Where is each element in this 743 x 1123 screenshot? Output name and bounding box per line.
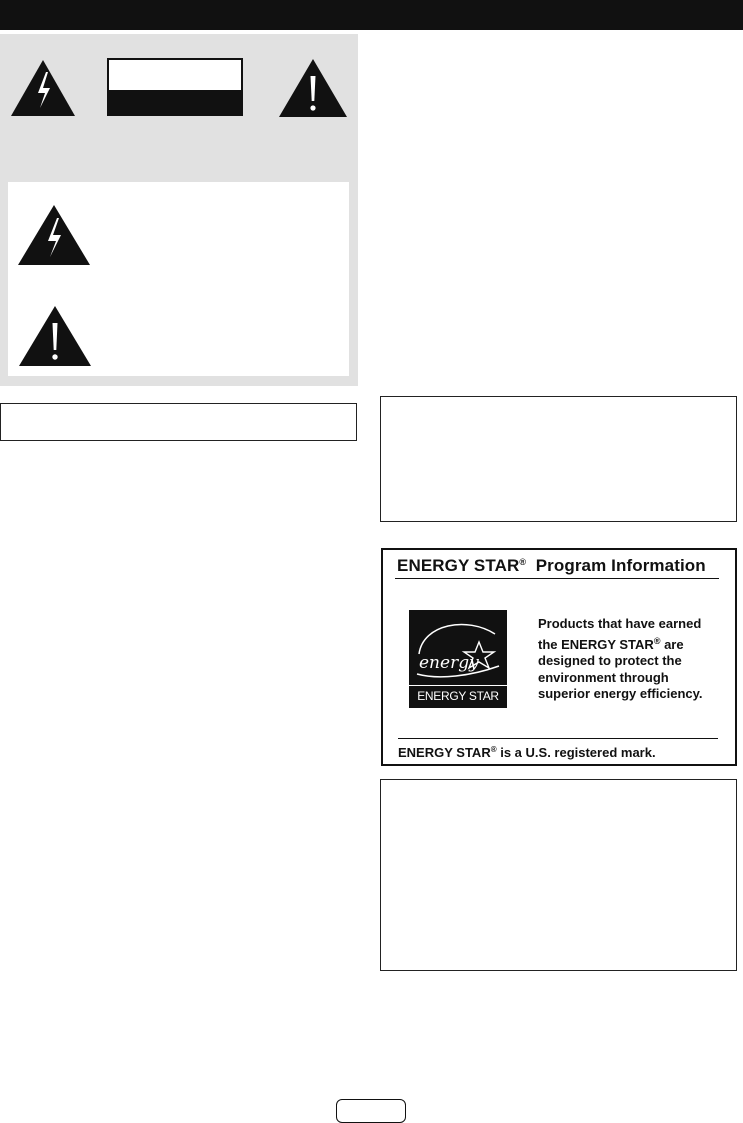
header-bar [0,0,743,30]
energy-star-title: ENERGY STAR® Program Information [397,556,706,575]
energy-star-program-box [381,548,737,766]
energy-script-text: energy [419,653,479,673]
page-number-tab [336,1099,406,1123]
footer-rule [398,738,718,739]
description-line: the ENERGY STAR® are [538,635,684,652]
lightning-bolt-triangle-icon [9,58,77,118]
description-line: Products that have earned [538,616,702,631]
energy-star-description [538,616,728,703]
energy-star-trademark-note: ENERGY STAR® is a U.S. registered mark. [398,745,656,760]
caution-label-box [107,58,243,116]
exclamation-triangle-icon [277,57,349,119]
energy-star-swoosh-icon [409,610,507,688]
exclamation-triangle-icon [17,304,93,368]
section-heading-box [0,403,357,441]
lightning-bolt-triangle-icon [16,203,92,267]
notice-box-lower [380,779,737,971]
notice-box [380,396,737,522]
caution-label-black-band [109,90,241,114]
energy-star-logo-label: ENERGY STAR [409,685,507,706]
energy-star-logo [409,610,507,708]
description-line: superior energy efficiency. [538,686,703,701]
description-line: designed to protect the [538,653,682,668]
title-underline [395,578,719,579]
description-line: environment through [538,669,669,685]
